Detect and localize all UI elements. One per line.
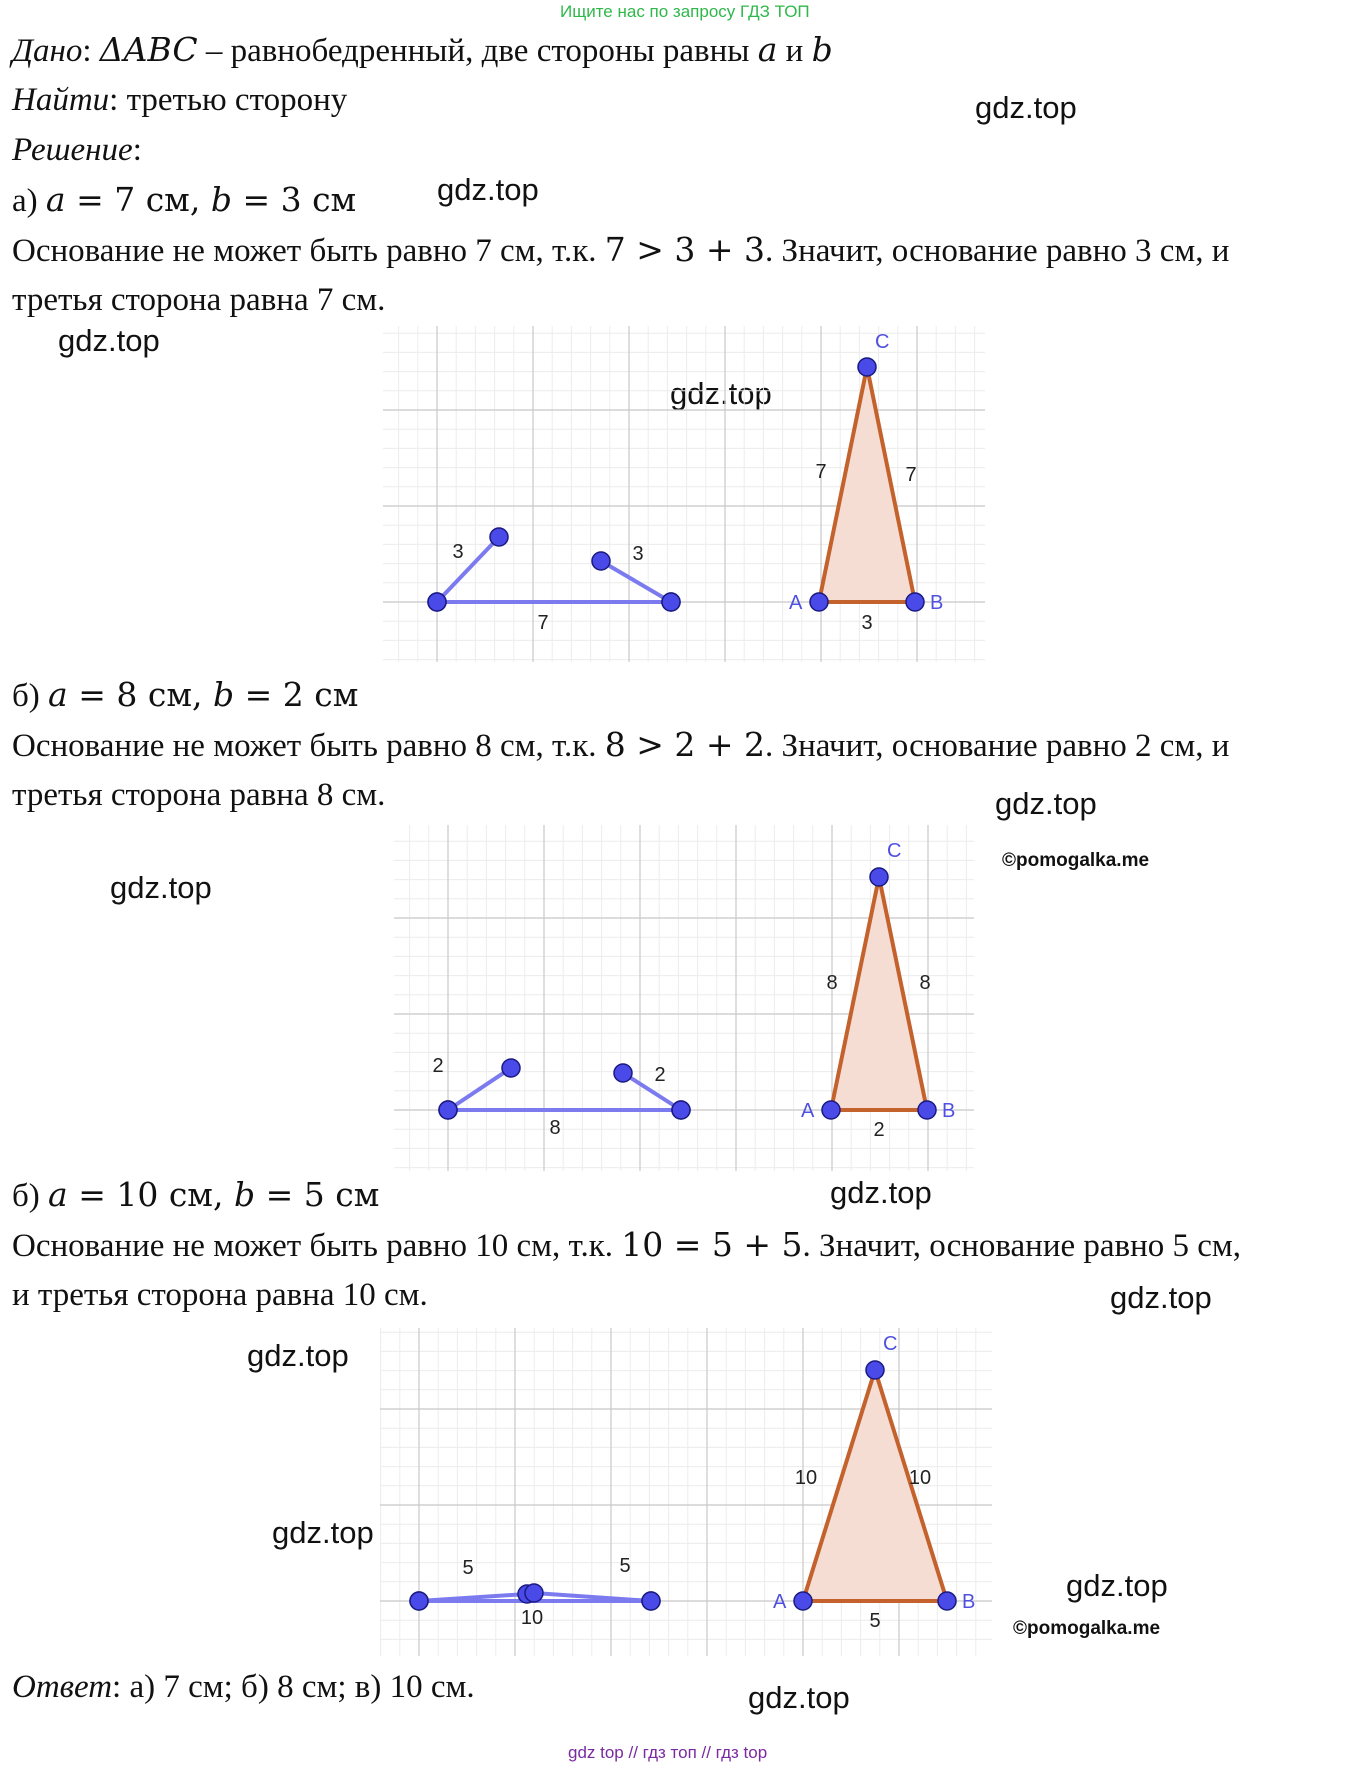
point	[439, 1101, 457, 1119]
point	[642, 1592, 660, 1610]
base-label: 2	[873, 1119, 885, 1141]
case-b-line2: третья сторона равна 8 см.	[12, 777, 386, 813]
vertex-label-b: B	[930, 592, 944, 614]
point	[662, 593, 680, 611]
watermark: gdz.top	[272, 1515, 374, 1550]
solution-label: Решение	[12, 132, 133, 168]
point	[428, 593, 446, 611]
answer-text: : а) 7 см; б) 8 см; в) 10 см.	[112, 1669, 475, 1705]
segment-length-label: 3	[632, 543, 644, 565]
figure-c	[380, 1328, 992, 1656]
watermark: gdz.top	[1110, 1280, 1212, 1315]
case-c-a-value: = 10 см,	[67, 1175, 234, 1214]
case-a-inequality: 7 > 3 + 3	[604, 230, 766, 269]
base-label: 3	[861, 612, 873, 634]
given-b: b	[811, 30, 833, 69]
watermark: gdz.top	[247, 1338, 349, 1373]
point	[614, 1064, 632, 1082]
segment-length-label: 3	[452, 541, 464, 563]
case-c-line2: и третья сторона равна 10 см.	[12, 1277, 428, 1313]
footer-links: gdz top // гдз топ // гдз top	[568, 1743, 768, 1762]
case-a-line1-post: . Значит, основание равно 3 см, и	[765, 233, 1230, 269]
vertex-label-c: C	[875, 331, 890, 353]
case-a-a-value: = 7 см,	[65, 180, 211, 219]
case-a-prefix: а)	[12, 183, 46, 219]
triangle-abc	[831, 877, 927, 1110]
case-b-heading	[12, 675, 358, 716]
answer-label: Ответ	[12, 1669, 113, 1705]
vertex-b	[918, 1101, 936, 1119]
given-text: – равнобедренный, две стороны равны	[197, 33, 758, 69]
segment-length-label: 5	[462, 1557, 474, 1579]
point	[672, 1101, 690, 1119]
solution-line	[12, 130, 142, 170]
case-c-var-a: a	[48, 1175, 68, 1214]
segment-line	[448, 1068, 511, 1110]
case-c-var-b: b	[233, 1175, 256, 1214]
case-c-line1-post: . Значит, основание равно 5 см,	[802, 1228, 1242, 1264]
triangle-abc	[819, 367, 915, 602]
vertex-c	[866, 1361, 884, 1379]
find-label: Найти	[12, 82, 110, 118]
segment-line	[437, 537, 499, 602]
side-label-right: 8	[919, 972, 931, 994]
segment-line	[623, 1073, 681, 1110]
figure-b	[394, 825, 974, 1171]
case-b-inequality: 8 > 2 + 2	[604, 725, 766, 764]
vertex-label-a: A	[773, 1591, 787, 1613]
given-line	[12, 30, 833, 71]
case-a-heading	[12, 180, 356, 221]
case-c-line1	[12, 1225, 1241, 1266]
point	[490, 528, 508, 546]
case-a-var-a: a	[45, 180, 66, 219]
vertex-b	[906, 593, 924, 611]
case-c-prefix: б)	[12, 1178, 49, 1214]
side-label-left: 10	[794, 1467, 818, 1489]
find-line	[12, 80, 347, 120]
given-triangle: ΔABC	[99, 30, 198, 69]
case-c-line1-pre: Основание не может быть равно 10 см, т.к.	[12, 1228, 622, 1264]
figure-a	[383, 326, 985, 662]
watermark: gdz.top	[975, 90, 1077, 125]
base-label: 5	[869, 1610, 881, 1632]
case-b-b-value: = 2 см	[234, 675, 359, 714]
side-label-right: 7	[905, 464, 917, 486]
segment-line	[601, 561, 671, 602]
given-colon: :	[82, 33, 92, 69]
case-a-line1	[12, 230, 1229, 271]
case-a-line2: третья сторона равна 7 см.	[12, 282, 386, 318]
segment-length-label: 8	[549, 1117, 561, 1139]
watermark: gdz.top	[437, 172, 539, 207]
watermark: gdz.top	[995, 786, 1097, 821]
copyright: ©pomogalka.me	[1013, 1618, 1161, 1639]
vertex-label-a: A	[801, 1100, 815, 1122]
case-b-a-value: = 8 см,	[67, 675, 213, 714]
vertex-a	[822, 1101, 840, 1119]
case-c-equality: 10 = 5 + 5	[621, 1225, 803, 1264]
answer-line	[12, 1667, 475, 1707]
vertex-label-b: B	[962, 1591, 976, 1613]
vertex-label-a: A	[789, 592, 803, 614]
point	[410, 1592, 428, 1610]
vertex-b	[938, 1592, 956, 1610]
find-text: : третью сторону	[109, 82, 348, 118]
segment-length-label: 5	[619, 1555, 631, 1577]
vertex-c	[858, 358, 876, 376]
watermark: gdz.top	[110, 870, 212, 905]
segment-length-label: 7	[537, 612, 549, 634]
vertex-c	[870, 868, 888, 886]
case-b-prefix: б)	[12, 678, 49, 714]
segment-length-label: 10	[520, 1607, 544, 1629]
case-c-b-value: = 5 см	[255, 1175, 380, 1214]
watermark: gdz.top	[670, 376, 772, 411]
watermark: gdz.top	[748, 1680, 850, 1715]
side-label-left: 7	[815, 461, 827, 483]
vertex-a	[810, 593, 828, 611]
watermark: gdz.top	[1066, 1568, 1168, 1603]
side-label-right: 10	[908, 1467, 932, 1489]
point	[592, 552, 610, 570]
watermark: gdz.top	[58, 323, 160, 358]
solution-colon: :	[132, 132, 142, 168]
given-and: и	[777, 33, 812, 69]
top-banner: Ищите нас по запросу ГДЗ ТОП	[560, 2, 810, 21]
vertex-label-b: B	[942, 1100, 956, 1122]
case-a-line1-pre: Основание не может быть равно 7 см, т.к.	[12, 233, 605, 269]
case-c-heading	[12, 1175, 379, 1216]
watermark: gdz.top	[830, 1175, 932, 1210]
vertex-label-c: C	[887, 840, 902, 862]
case-a-b-value: = 3 см	[231, 180, 357, 219]
given-label: Дано	[12, 33, 83, 69]
segment-length-label: 2	[654, 1064, 666, 1086]
segment-length-label: 2	[432, 1055, 444, 1077]
case-b-line1-pre: Основание не может быть равно 8 см, т.к.	[12, 728, 605, 764]
case-b-var-a: a	[48, 675, 68, 714]
case-b-line1-post: . Значит, основание равно 2 см, и	[765, 728, 1230, 764]
side-label-left: 8	[826, 972, 838, 994]
case-a-var-b: b	[210, 180, 232, 219]
vertex-label-c: C	[883, 1333, 898, 1355]
point	[525, 1584, 543, 1602]
case-b-var-b: b	[212, 675, 235, 714]
given-a: a	[757, 30, 778, 69]
case-b-line1	[12, 725, 1229, 766]
vertex-a	[794, 1592, 812, 1610]
point	[502, 1059, 520, 1077]
copyright: ©pomogalka.me	[1002, 850, 1150, 871]
